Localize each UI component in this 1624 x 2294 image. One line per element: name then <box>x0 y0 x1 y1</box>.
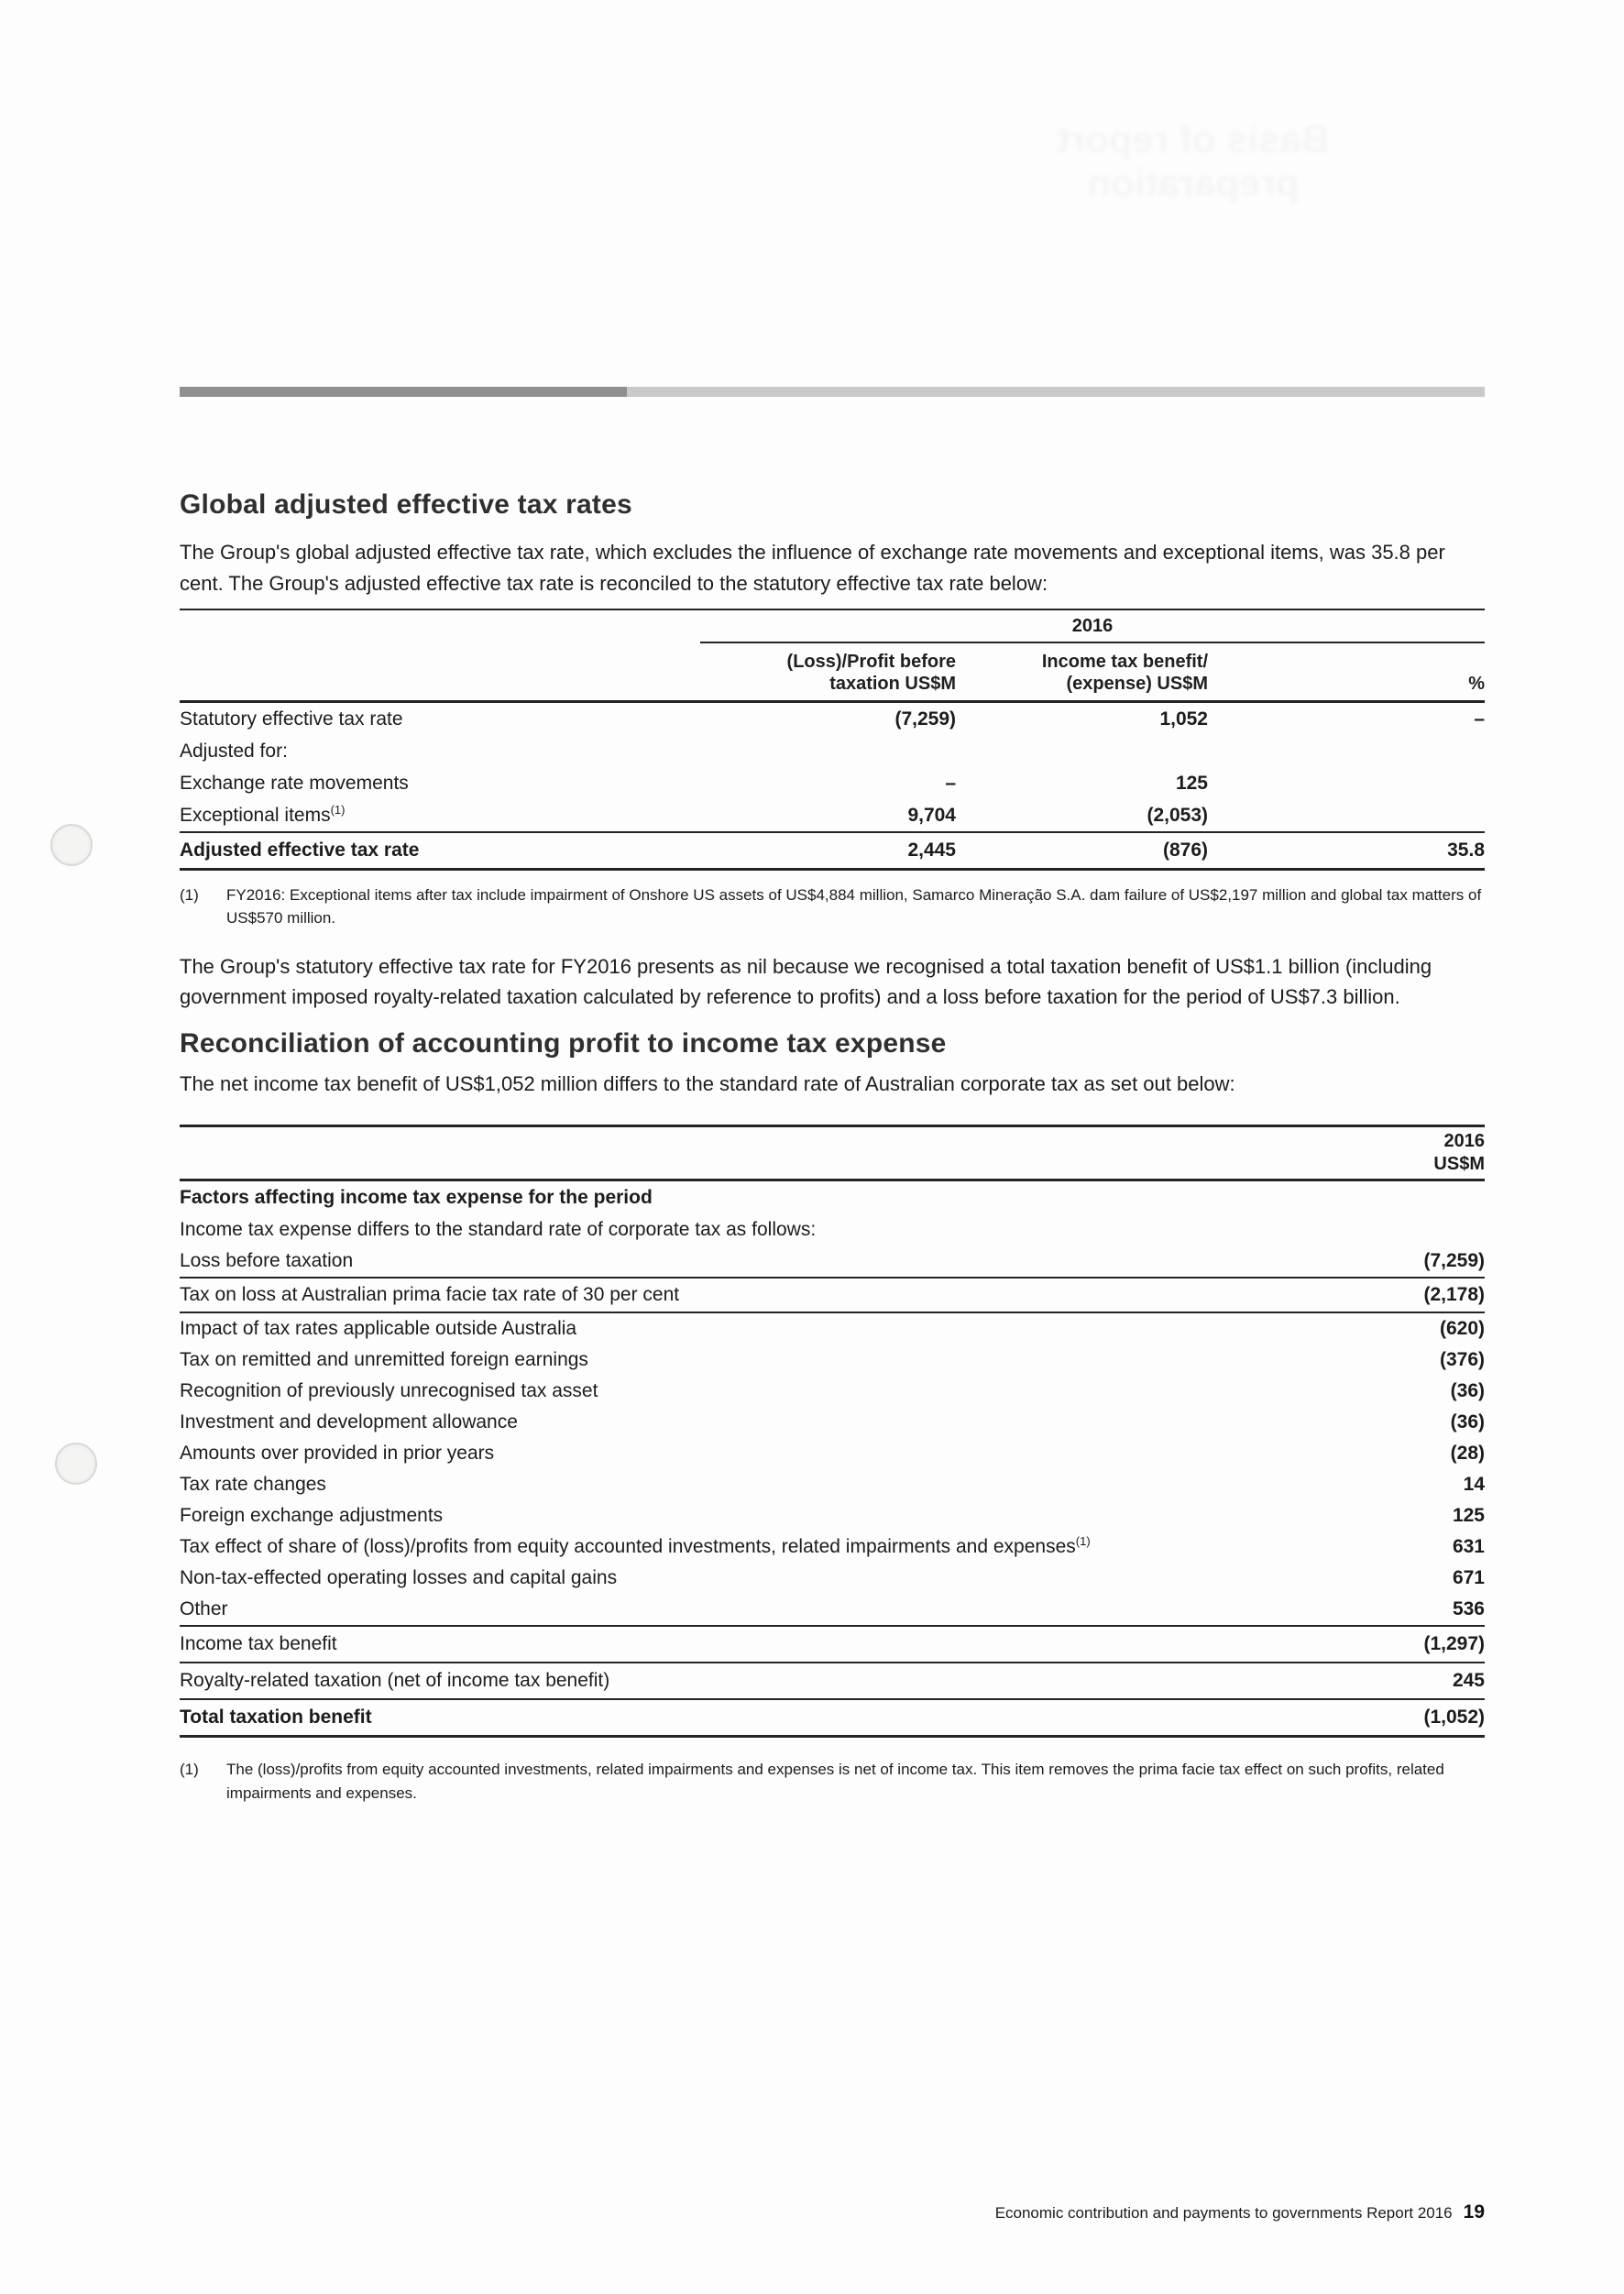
row-value: 9,704 <box>907 804 956 826</box>
row-label: Impact of tax rates applicable outside Australia <box>180 1318 577 1339</box>
row-label: Statutory effective tax rate <box>180 708 403 730</box>
footer-page-number: 19 <box>1463 2201 1485 2223</box>
row-value: (7,259) <box>894 708 956 730</box>
row-value: 1,052 <box>1159 708 1208 730</box>
table-year-header-row <box>180 610 1485 642</box>
table-row <box>180 1407 1485 1438</box>
table-section-row <box>180 1181 1485 1214</box>
row-label: Royalty-related taxation (net of income tax benefit) <box>180 1670 610 1691</box>
table-row <box>180 1214 1485 1246</box>
table-row <box>180 1531 1485 1563</box>
row-value: (2,178) <box>1423 1284 1485 1305</box>
row-label: Loss before taxation <box>180 1250 354 1271</box>
hole-punch-mark-top <box>50 824 93 866</box>
row-label: Income tax benefit <box>180 1633 337 1654</box>
reconciliation-table <box>180 1125 1485 1738</box>
column-header-line: (expense) US$M <box>1066 674 1208 694</box>
row-label-text: Tax effect of share of (loss)/profits from equity accounted investments, related impairments and expenses <box>180 1536 1076 1557</box>
row-value: – <box>1474 708 1485 730</box>
section-heading-global-adjusted-tax-rates: Global adjusted effective tax rates <box>180 489 632 520</box>
row-value: (28) <box>1450 1443 1485 1464</box>
section-heading-reconciliation: Reconciliation of accounting profit to income tax expense <box>180 1028 947 1059</box>
table-row <box>180 1345 1485 1376</box>
row-label <box>180 1536 1091 1558</box>
page-showthrough-text: Basis of report preparation <box>1057 117 1330 204</box>
table-row <box>180 1246 1485 1277</box>
table-row <box>180 1627 1485 1662</box>
row-label: Total taxation benefit <box>180 1707 372 1728</box>
effective-tax-rate-table <box>180 609 1485 871</box>
table-row <box>180 1663 1485 1698</box>
row-value: 14 <box>1463 1474 1485 1495</box>
row-label-text: Exceptional items <box>180 804 331 826</box>
row-value: (876) <box>1162 840 1208 861</box>
row-value: – <box>945 772 956 794</box>
row-value: (36) <box>1450 1411 1485 1432</box>
year-header: 2016 <box>1071 615 1114 636</box>
row-label: Non-tax-effected operating losses and capital gains <box>180 1567 618 1588</box>
intro-paragraph-global-tax-rate: The Group's global adjusted effective tax rate, which excludes the influence of exchange rate movements and exceptional items, was 35.8 per cent. The Group's adjusted effective tax rate is reconciled to the statutory effective tax rate below: <box>180 541 1445 595</box>
intro-paragraph-reconciliation: The net income tax benefit of US$1,052 million differs to the standard rate of Australian corporate tax as set out below: <box>180 1072 1235 1095</box>
footnote-marker: (1) <box>180 1761 199 1778</box>
table-row <box>180 735 1485 767</box>
row-value: 35.8 <box>1447 840 1485 861</box>
row-label: Tax on loss at Australian prima facie tax rate of 30 per cent <box>180 1284 680 1305</box>
row-value: 631 <box>1452 1536 1485 1557</box>
table-total-row <box>180 1700 1485 1735</box>
table-row <box>180 1469 1485 1500</box>
statutory-rate-paragraph: The Group's statutory effective tax rate for FY2016 presents as nil because we recognised a total taxation benefit of US$1.1 billion (including government imposed royalty-related taxation calculated by reference to profits) and a loss before taxation for the period of US$7.3 billion. <box>180 955 1432 1008</box>
page-content <box>180 387 1485 1806</box>
row-label: Investment and development allowance <box>180 1411 518 1432</box>
column-header-line: Income tax benefit/ <box>1041 652 1208 672</box>
row-value: (376) <box>1439 1349 1485 1370</box>
divider-bar-light-segment <box>627 387 1485 397</box>
table-column-headers <box>180 643 1485 700</box>
unit-header: US$M <box>1433 1154 1485 1174</box>
row-value: 245 <box>1452 1670 1485 1691</box>
row-label: Tax rate changes <box>180 1474 326 1495</box>
footnote-equity-accounted <box>180 1758 1485 1806</box>
table-row <box>180 767 1485 799</box>
table-row <box>180 1376 1485 1407</box>
row-value: (2,053) <box>1147 804 1208 826</box>
row-value: 125 <box>1452 1505 1485 1526</box>
table-row <box>180 1500 1485 1531</box>
column-header-loss-profit <box>638 651 956 695</box>
row-label: Exchange rate movements <box>180 772 409 794</box>
table-row <box>180 1563 1485 1594</box>
row-label: Adjusted for: <box>180 740 288 762</box>
page-footer <box>995 2201 1485 2223</box>
row-value: 671 <box>1452 1567 1485 1588</box>
row-label: Adjusted effective tax rate <box>180 840 420 861</box>
table-total-row <box>180 833 1485 868</box>
table-rule <box>180 1735 1485 1738</box>
row-label <box>180 802 638 827</box>
row-value: (1,297) <box>1423 1633 1485 1654</box>
row-label: Foreign exchange adjustments <box>180 1505 444 1526</box>
row-value: (36) <box>1450 1380 1485 1401</box>
row-label: Tax on remitted and unremitted foreign earnings <box>180 1349 588 1370</box>
row-label: Amounts over provided in prior years <box>180 1443 495 1464</box>
row-value: (620) <box>1439 1318 1485 1339</box>
column-header-line: taxation US$M <box>829 674 956 694</box>
year-header: 2016 <box>1443 1131 1485 1151</box>
footnote-reference: (1) <box>330 802 346 817</box>
row-value: (1,052) <box>1423 1707 1485 1728</box>
table-rule <box>180 868 1485 871</box>
column-header-line: (Loss)/Profit before <box>786 652 956 672</box>
footnote-text: The (loss)/profits from equity accounted investments, related impairments and expenses is net of income tax. This item removes the prima facie tax effect on such profits, related impairments and expenses. <box>226 1761 1444 1802</box>
row-label: Other <box>180 1598 228 1619</box>
divider-bar-dark-segment <box>180 387 627 397</box>
footnote-text: FY2016: Exceptional items after tax include impairment of Onshore US assets of US$4,884 million, Samarco Mineração S.A. dam failure of US$2,197 million and global tax matters of US$570 million. <box>226 886 1482 927</box>
row-value: 2,445 <box>907 840 956 861</box>
table-row <box>180 1279 1485 1312</box>
table-row <box>180 703 1485 735</box>
table-row <box>180 1438 1485 1469</box>
row-value: 536 <box>1452 1598 1485 1619</box>
table-row <box>180 1594 1485 1625</box>
table-row <box>180 1313 1485 1345</box>
row-value: 125 <box>1175 772 1208 794</box>
footnote-reference: (1) <box>1075 1534 1091 1548</box>
table-year-header <box>180 1127 1485 1179</box>
row-value: (7,259) <box>1423 1250 1485 1271</box>
footnote-exceptional-items <box>180 884 1485 929</box>
section-divider-bar <box>180 387 1485 397</box>
row-label: Factors affecting income tax expense for the period <box>180 1187 653 1208</box>
footnote-marker: (1) <box>180 886 199 904</box>
hole-punch-mark-bottom <box>55 1443 97 1485</box>
column-header-income-tax <box>956 651 1208 695</box>
footer-report-title: Economic contribution and payments to governments Report 2016 <box>994 2204 1453 2222</box>
row-label: Recognition of previously unrecognised tax asset <box>180 1380 598 1401</box>
table-row <box>180 799 1485 831</box>
column-header-percent: % <box>1468 674 1485 694</box>
row-label: Income tax expense differs to the standard rate of corporate tax as follows: <box>180 1219 817 1240</box>
